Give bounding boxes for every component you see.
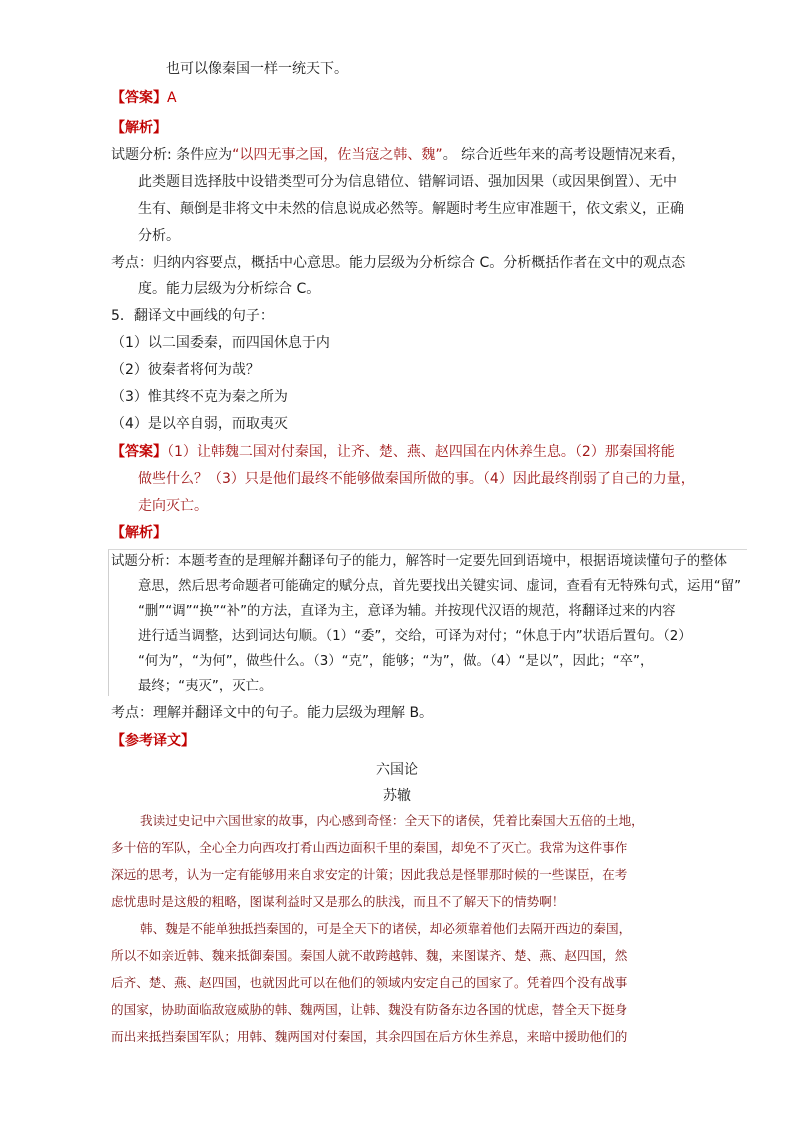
answer-block-q4 — [111, 88, 177, 108]
analysis-tag: 【解析】 — [111, 525, 167, 541]
kaodian-line: 考点：理解并翻译文中的句子。能力层级为理解 B。 — [111, 705, 434, 721]
essay-title: 六国论 — [376, 762, 418, 778]
analysis-quote: “以四无事之国，佐当寇之韩、魏” — [232, 147, 443, 163]
analysis-line: 意思，然后思考命题者可能确定的赋分点，首先要找出关键实词、虚词，查看有无特殊句式，运用“留” — [138, 579, 742, 594]
answer-block-q5 — [111, 442, 675, 462]
question-item: （3）惟其终不克为秦之所为 — [111, 389, 288, 405]
translation-line: 而出来抵挡秦国军队；用韩、魏两国对付秦国，其余四国在后方休生养息，来暗中援助他们的 — [111, 1029, 628, 1044]
analysis-line: 进行适当调整，达到词达句顺。（1）“委”，交给，可译为对付；“休息于内”状语后置句。（2） — [138, 629, 692, 644]
translation-line: 的国家，协助面临敌寇威胁的韩、魏两国，让韩、魏没有防备东边各国的忧虑，替全天下挺身 — [111, 1002, 628, 1017]
kaodian-line: 考点：归纳内容要点，概括中心意思。能力层级为分析综合 C。分析概括作者在文中的观点态 — [111, 255, 686, 271]
analysis-tag: 【解析】 — [111, 120, 167, 136]
kaodian-line: 度。能力层级为分析综合 C。 — [138, 281, 321, 297]
essay-author: 苏辙 — [383, 788, 411, 804]
analysis-line: 生有、颠倒是非将文中未然的信息说成必然等。解题时考生应审准题干，依文索义，正确 — [138, 201, 684, 217]
analysis-line: 此类题目选择肢中设错类型可分为信息错位、错解词语、强加因果（或因果倒置）、无中 — [138, 174, 677, 190]
translation-line: 所以不如亲近韩、魏来抵御秦国。秦国人就不敢跨越韩、魏，来图谋齐、楚、燕、赵四国，然 — [111, 948, 628, 963]
answer-tag: 【答案】 — [111, 444, 167, 460]
translation-line: 虑忧患时是这般的粗略，图谋利益时又是那么的肤浅，而且不了解天下的情势啊！ — [111, 894, 565, 909]
question-5: 5．翻译文中画线的句子： — [111, 308, 274, 324]
question-item: （2）彼秦者将何为哉？ — [111, 362, 260, 378]
translation-line: 多十倍的军队，全心全力向西攻打肴山西边面积千里的秦国，却免不了灭亡。我常为这件事作 — [111, 840, 628, 855]
translation-line: 后齐、楚、燕、赵四国，也就因此可以在他们的领域内安定自己的国家了。凭着四个没有战事 — [111, 975, 628, 990]
translation-line: 深远的思考，认为一定有能够用来自求安定的计策；因此我总是怪罪那时候的一些谋臣，在考 — [111, 867, 628, 882]
analysis-line: 分析。 — [138, 228, 180, 244]
continuation-line: 也可以像秦国一样一统天下。 — [166, 61, 348, 77]
analysis-suffix: 。 综合近些年来的高考设题情况来看， — [442, 147, 686, 163]
analysis-line: “删”“调”“换”“补”的方法，直译为主，意译为辅。并按现代汉语的规范，将翻译过来的内容 — [138, 604, 676, 619]
question-item: （4）是以卒自弱，而取夷灭 — [111, 416, 288, 432]
analysis-line: 试题分析：本题考查的是理解并翻译句子的能力，解答时一定要先回到语境中，根据语境读懂句子的整体 — [111, 554, 727, 569]
answer-text: 走向灭亡。 — [138, 498, 208, 514]
analysis-line: “何为”，“为何”，做些什么。（3）“克”，能够；“为”，做。（4）“是以”，因此；“卒”， — [138, 654, 654, 669]
answer-value: A — [167, 90, 177, 106]
answer-text: （1）让韩魏二国对付秦国，让齐、楚、燕、赵四国在内休养生息。（2）那秦国将能 — [167, 444, 675, 460]
translation-line: 韩、魏是不能单独抵挡秦国的，可是全天下的诸侯，却必须靠着他们去隔开西边的秦国， — [140, 921, 632, 936]
analysis-line-1 — [111, 145, 685, 165]
analysis-prefix: 试题分析: 条件应为 — [111, 147, 233, 163]
answer-text: 做些什么？（3）只是他们最终不能够做秦国所做的事。（4）因此最终削弱了自己的力量， — [138, 471, 695, 487]
analysis-line: 最终；“夷灭”，灭亡。 — [138, 679, 273, 694]
answer-tag: 【答案】 — [111, 90, 167, 106]
translation-line: 我读过史记中六国世家的故事，内心感到奇怪：全天下的诸侯，凭着比秦国大五倍的土地， — [140, 813, 644, 828]
translation-tag: 【参考译文】 — [111, 733, 195, 749]
question-item: （1）以二国委秦，而四国休息于内 — [111, 335, 330, 351]
